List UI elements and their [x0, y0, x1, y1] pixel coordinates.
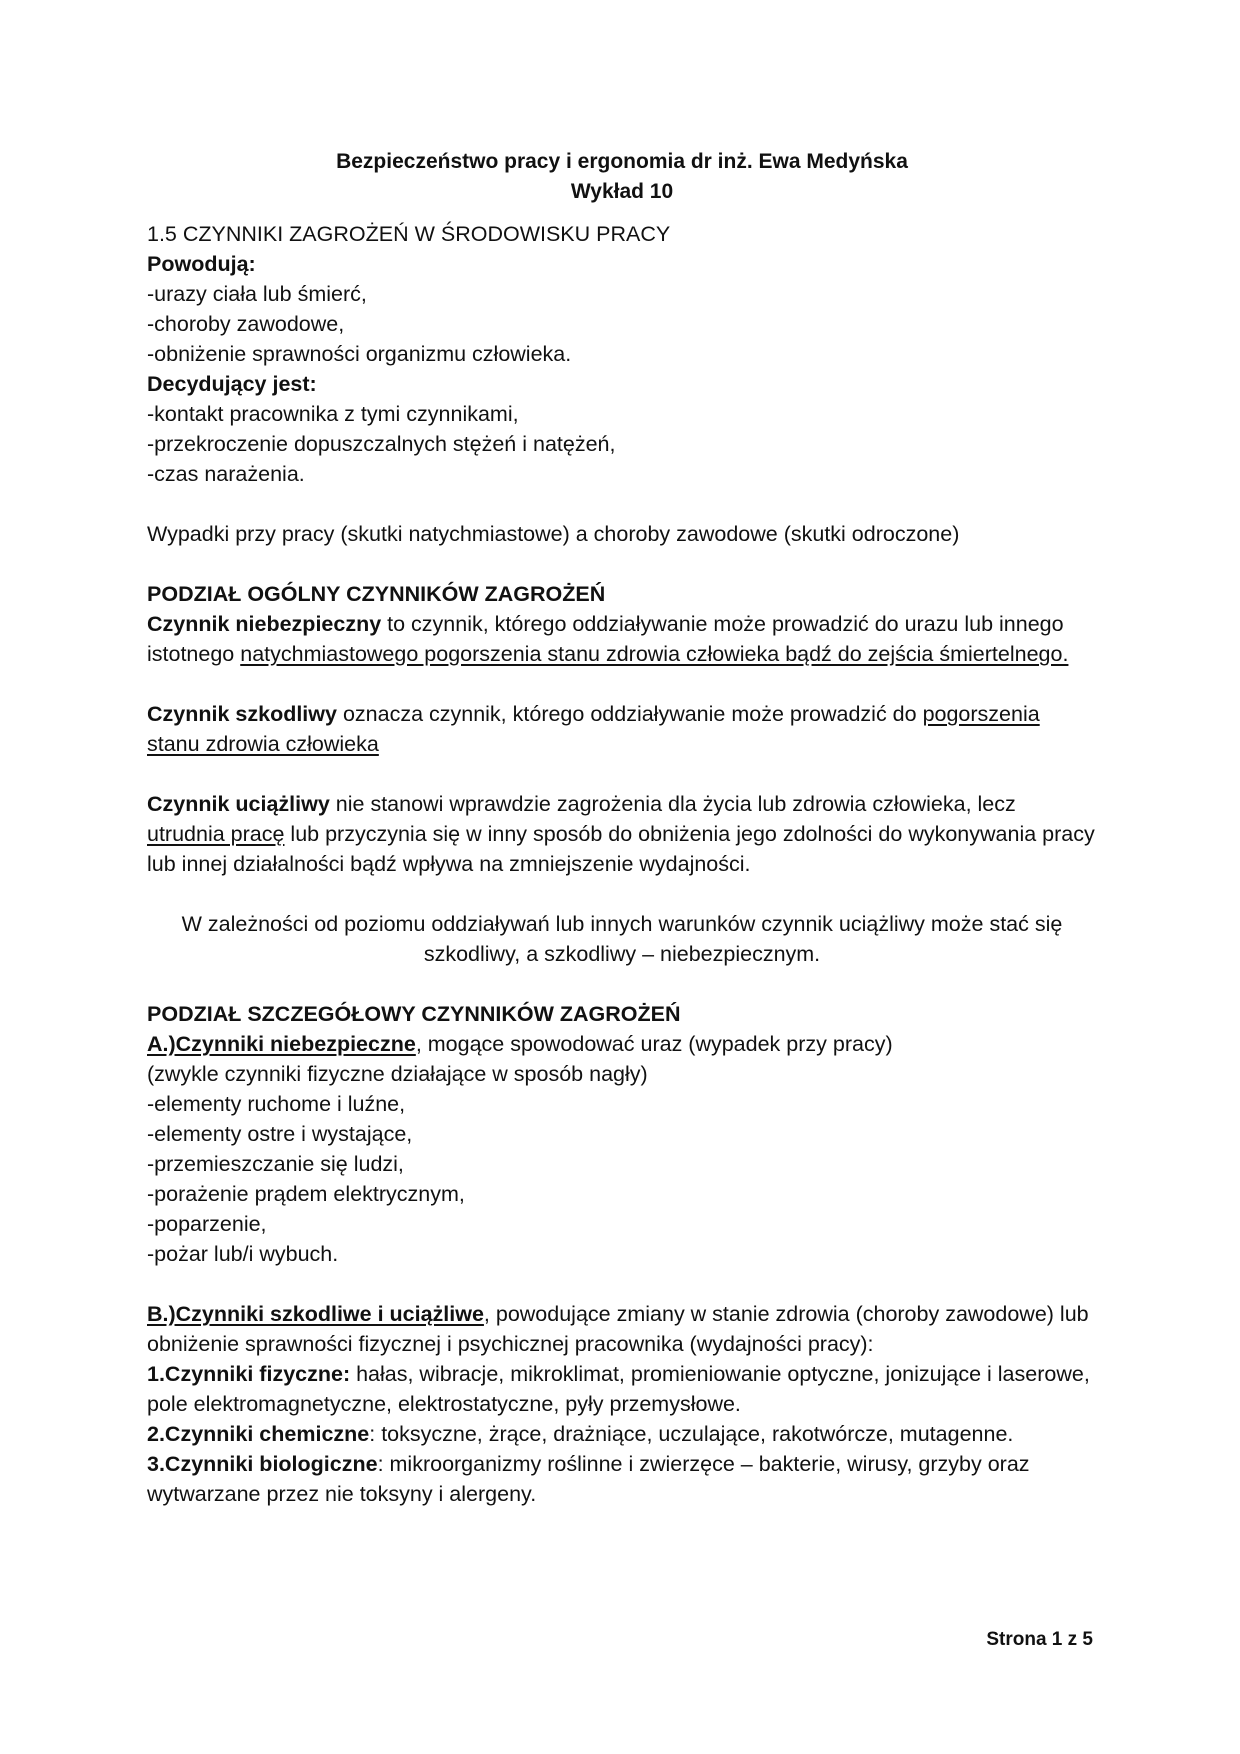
list-item: -urazy ciała lub śmierć,	[147, 282, 367, 306]
term: A.)Czynniki niebezpieczne	[147, 1032, 416, 1056]
biological-factors: 3.Czynniki biologiczne: mikroorganizmy roślinne i zwierzęce – bakterie, wirusy, grzyby oraz wytwarzane przez nie toksyny i alergeny.	[147, 1452, 1030, 1506]
page-number: Strona 1 z 5	[986, 1629, 1093, 1650]
term: B.)Czynniki szkodliwe i uciążliwe	[147, 1302, 484, 1326]
document-body	[147, 147, 1097, 1509]
list-item: -choroby zawodowe,	[147, 312, 345, 336]
document-title: Bezpieczeństwo pracy i ergonomia dr inż. Ewa Medyńska	[336, 150, 908, 173]
list-item: (zwykle czynniki fizyczne działające w sposób nagły)	[147, 1062, 648, 1086]
paragraph-dangerous-factor: Czynnik niebezpieczny to czynnik, którego oddziaływanie może prowadzić do urazu lub innego istotnego natychmiastowego pogorszenia stanu zdrowia człowieka bądź do zejścia śmiertelnego.	[147, 612, 1069, 666]
list-item: -pożar lub/i wybuch.	[147, 1242, 339, 1266]
list-item: -przekroczenie dopuszczalnych stężeń i natężeń,	[147, 432, 616, 456]
paragraph-harmful-factor: Czynnik szkodliwy oznacza czynnik, którego oddziaływanie może prowadzić do pogorszenia stanu zdrowia człowieka	[147, 702, 1040, 756]
section-general-division	[147, 579, 1097, 969]
section-heading: PODZIAŁ SZCZEGÓŁOWY CZYNNIKÓW ZAGROŻEŃ	[147, 1002, 681, 1026]
group-a-intro: A.)Czynniki niebezpieczne, mogące spowodować uraz (wypadek przy pracy)	[147, 1032, 893, 1056]
group-b-intro: B.)Czynniki szkodliwe i uciążliwe, powodujące zmiany w stanie zdrowia (choroby zawodowe) lub obniżenie sprawności fizycznej i psychicznej pracownika (wydajności pracy):	[147, 1302, 1089, 1356]
accidents-note: Wypadki przy pracy (skutki natychmiastowe) a choroby zawodowe (skutki odroczone)	[147, 522, 960, 546]
term: Czynnik szkodliwy	[147, 702, 337, 726]
section-heading: PODZIAŁ OGÓLNY CZYNNIKÓW ZAGROŻEŃ	[147, 582, 606, 606]
physical-factors: 1.Czynniki fizyczne: hałas, wibracje, mikroklimat, promieniowanie optyczne, jonizujące i laserowe, pole elektromagnetyczne, elektrostatyczne, pyły przemysłowe.	[147, 1362, 1090, 1416]
section-heading: 1.5 CZYNNIKI ZAGROŻEŃ W ŚRODOWISKU PRACY	[147, 222, 671, 246]
decisive-label: Decydujący jest:	[147, 372, 317, 396]
lecture-number: Wykład 10	[570, 180, 674, 203]
chemical-factors: 2.Czynniki chemiczne: toksyczne, żrące, drażniące, uczulające, rakotwórcze, mutagenne.	[147, 1422, 1014, 1446]
list-item: -obniżenie sprawności organizmu człowieka.	[147, 342, 572, 366]
centered-note: W zależności od poziomu oddziaływań lub innych warunków czynnik uciążliwy może stać się szkodliwy, a szkodliwy – niebezpiecznym.	[181, 912, 1063, 966]
paragraph-burdensome-factor: Czynnik uciążliwy nie stanowi wprawdzie zagrożenia dla życia lub zdrowia człowieka, lecz utrudnia pracę lub przyczynia się w inny sposób do obniżenia jego zdolności do wykonywania pracy lub innej działalności bądź wpływa na zmniejszenie wydajności.	[147, 792, 1095, 876]
list-item: -przemieszczanie się ludzi,	[147, 1152, 404, 1176]
causes-label: Powodują:	[147, 252, 256, 276]
list-item: -elementy ostre i wystające,	[147, 1122, 413, 1146]
list-item: -porażenie prądem elektrycznym,	[147, 1182, 465, 1206]
list-item: -poparzenie,	[147, 1212, 267, 1236]
term: Czynnik uciążliwy	[147, 792, 330, 816]
term: Czynnik niebezpieczny	[147, 612, 382, 636]
section-detailed-division	[147, 999, 1097, 1509]
list-item: -czas narażenia.	[147, 462, 305, 486]
section-threat-factors	[147, 219, 1097, 549]
list-item: -kontakt pracownika z tymi czynnikami,	[147, 402, 519, 426]
list-item: -elementy ruchome i luźne,	[147, 1092, 406, 1116]
